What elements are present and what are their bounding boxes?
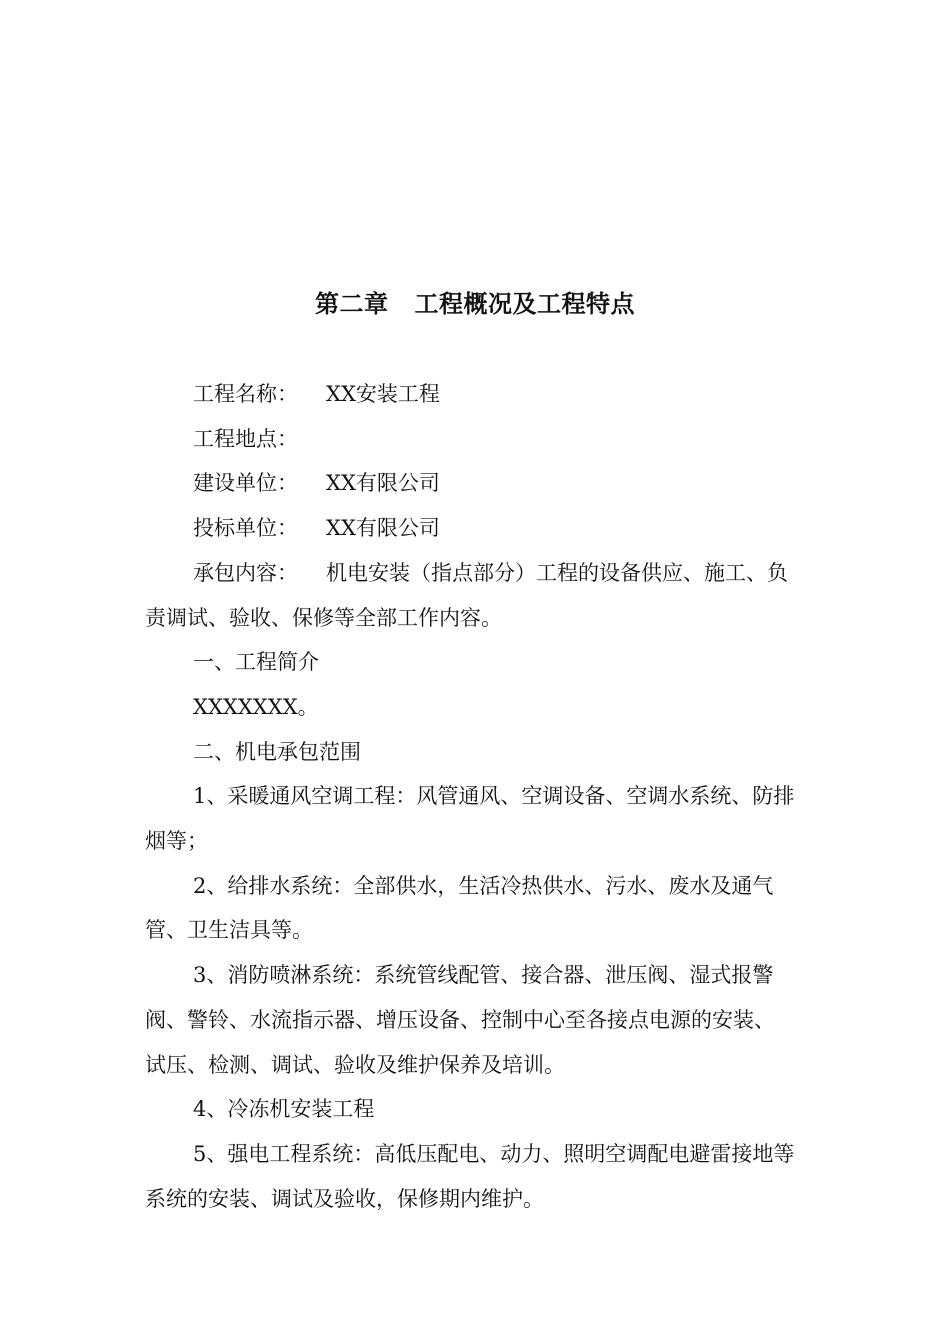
project-location-field <box>145 417 795 462</box>
chapter-number: 第二章 <box>315 290 389 318</box>
contract-scope-paragraph <box>145 551 795 640</box>
scope-item-plumbing: 2、给排水系统：全部供水，生活冷热供水、污水、废水及通气管、卫生洁具等。 <box>145 873 774 943</box>
field-label: 承包内容： <box>193 560 298 585</box>
field-label: 工程地点： <box>193 426 298 451</box>
overview-text: XXXXXXX。 <box>193 694 319 719</box>
field-label: 投标单位： <box>193 516 298 541</box>
bidding-unit-field <box>145 506 795 551</box>
scope-item-power: 5、强电工程系统：高低压配电、动力、照明空调配电避雷接地等系统的安装、调试及验收，保修期内维护。 <box>145 1141 795 1211</box>
project-name-field <box>145 372 795 417</box>
scope-item-fire-sprinkler: 3、消防喷淋系统：系统管线配管、接合器、泄压阀、湿式报警阀、警铃、水流指示器、增压设备、控制中心至各接点电源的安装、试压、检测、调试、验收及维护保养及培训。 <box>145 963 775 1077</box>
field-label: 工程名称： <box>193 382 298 406</box>
scope-item-hvac: 1、采暖通风空调工程：风管通风、空调设备、空调水系统、防排烟等； <box>145 784 795 854</box>
field-value: XX安装工程 <box>326 382 440 406</box>
construction-unit-field <box>145 461 795 506</box>
section-heading-overview: 一、工程简介 <box>193 650 319 675</box>
field-value: XX有限公司 <box>326 516 440 541</box>
field-value: 机电安装（指点部分）工程的设备供应、施工、负责调试、验收、保修等全部工作内容。 <box>145 560 788 630</box>
field-value: XX有限公司 <box>326 471 440 496</box>
chapter-title <box>0 284 950 324</box>
chapter-name: 工程概况及工程特点 <box>414 290 635 318</box>
section-heading-scope: 二、机电承包范围 <box>193 739 361 764</box>
scope-item-chiller: 4、冷冻机安装工程 <box>193 1097 375 1122</box>
field-label: 建设单位： <box>193 471 298 496</box>
document-body <box>145 372 795 1221</box>
